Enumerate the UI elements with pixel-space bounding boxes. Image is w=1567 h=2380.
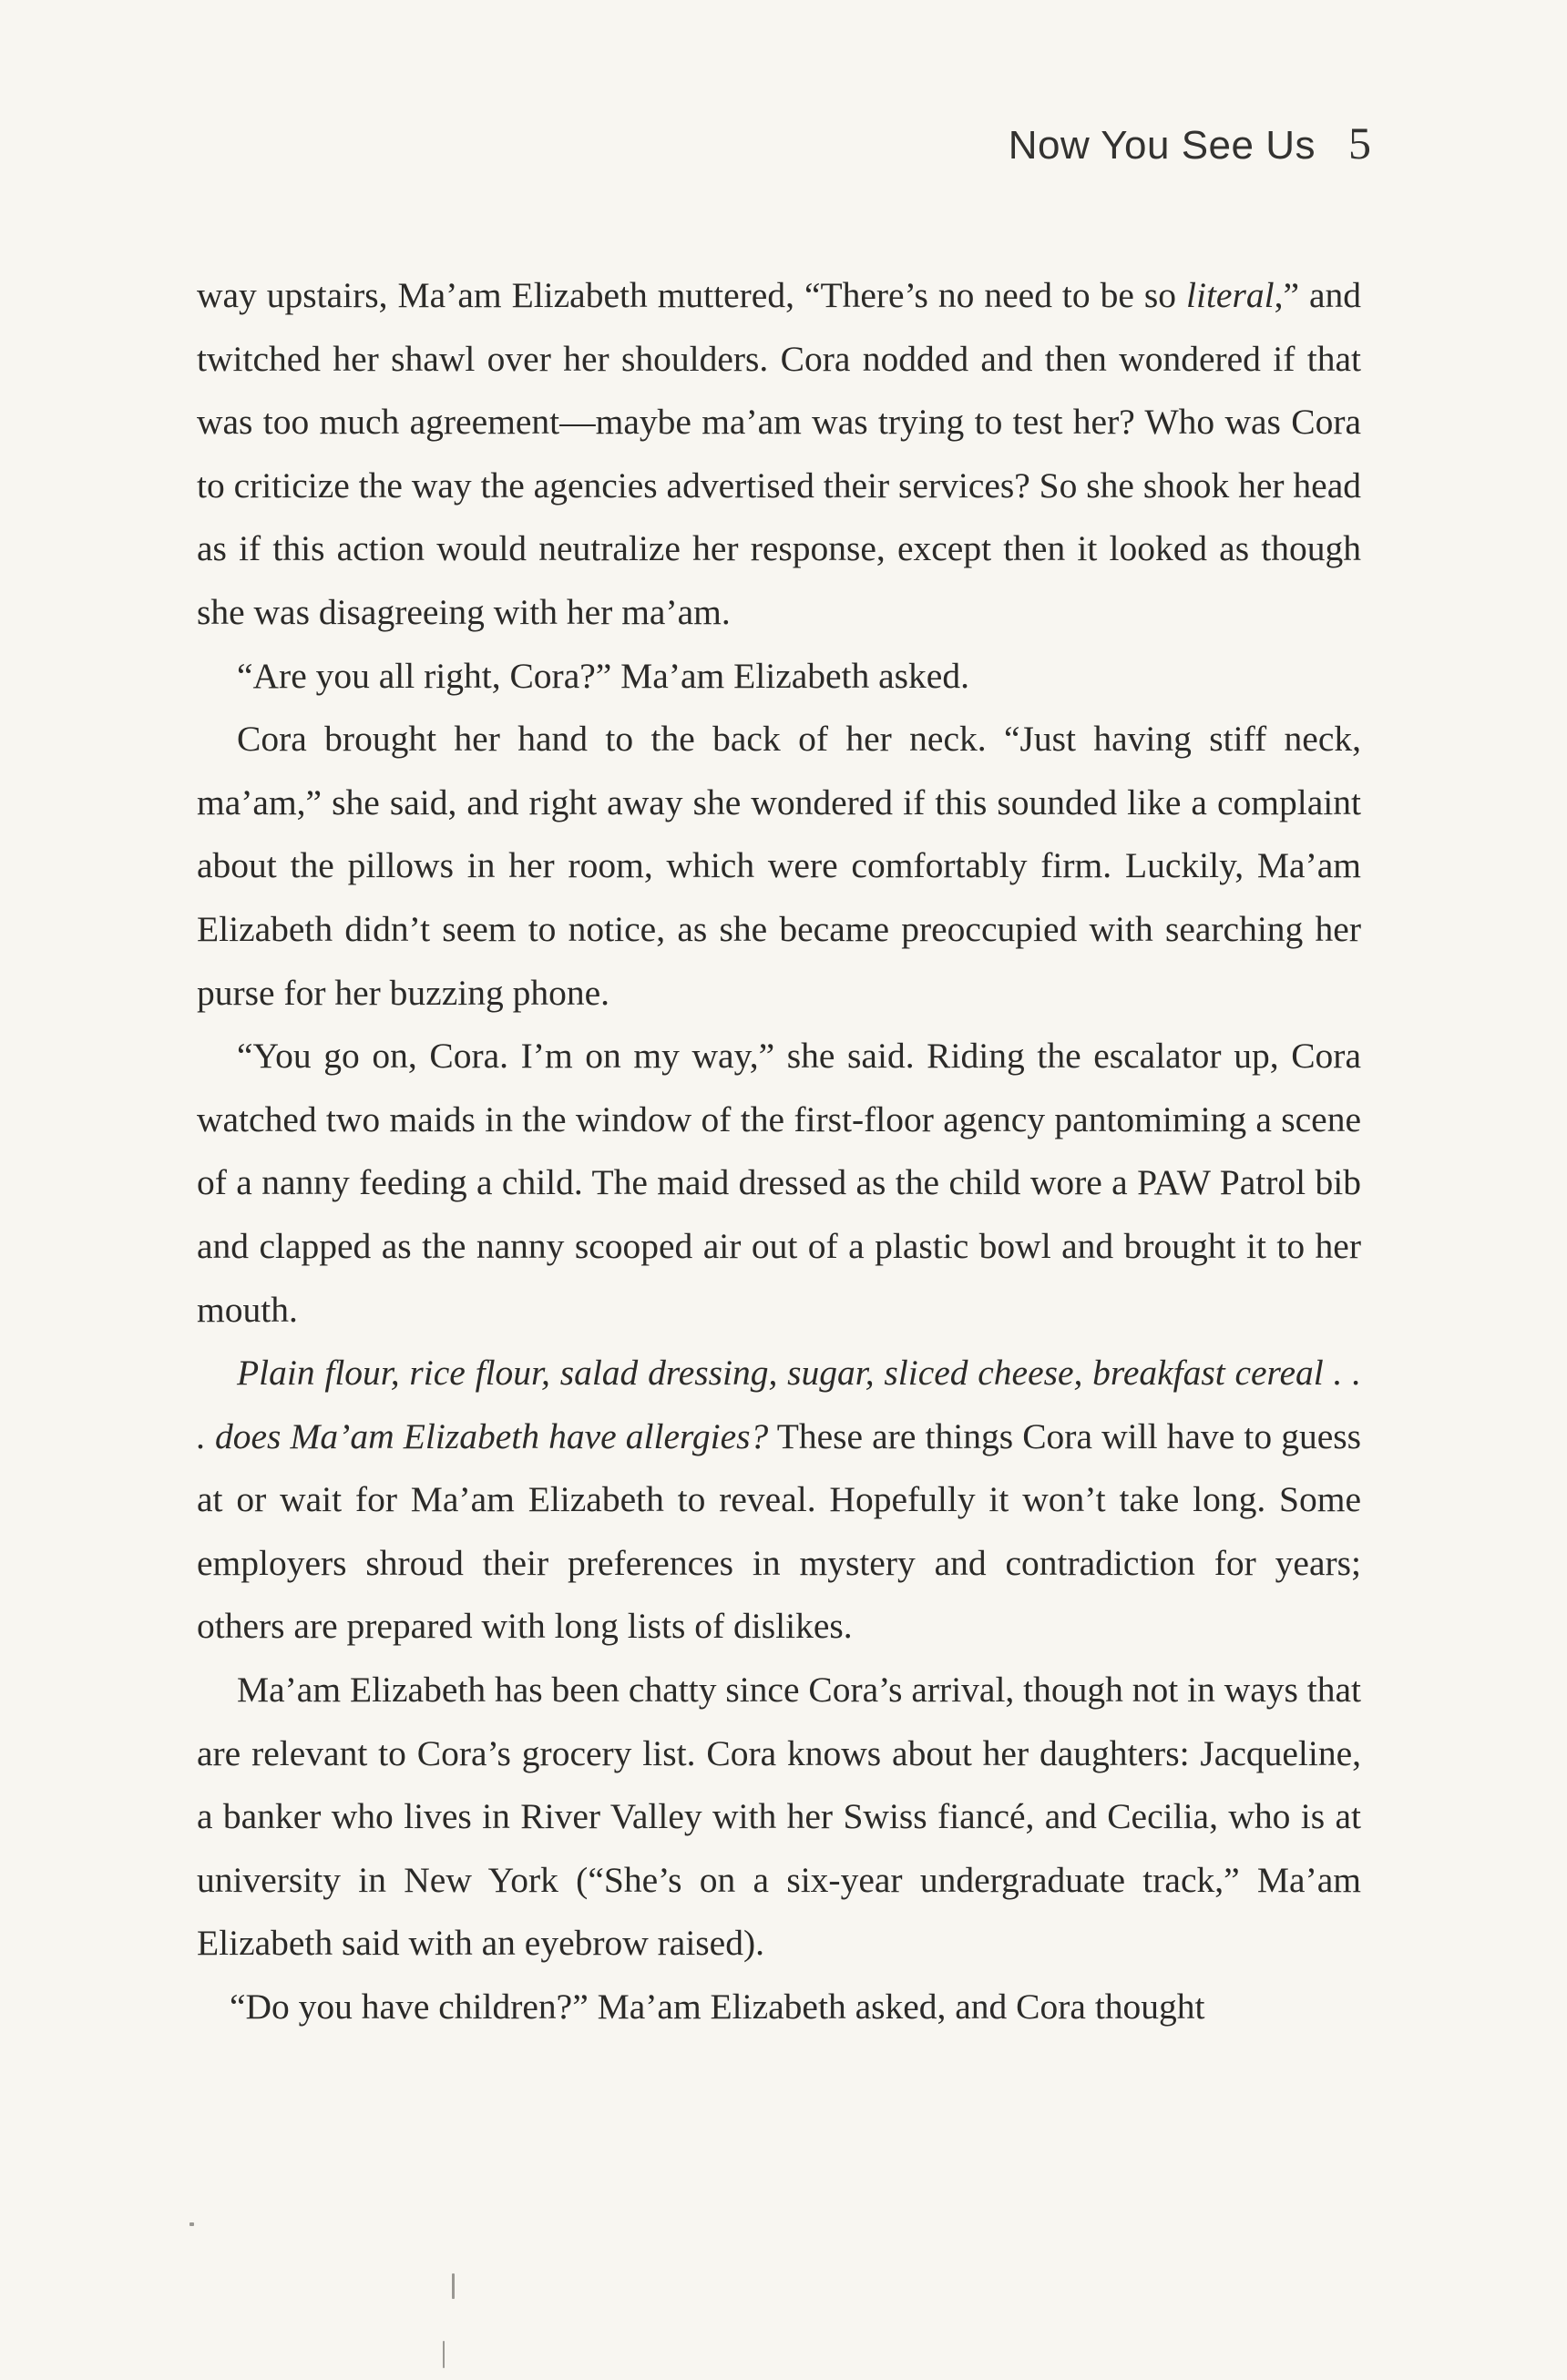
paragraph: way upstairs, Ma’am Elizabeth muttered, “There’s no need to be so literal,” and twitched her shawl over her shoulders. Cora nodded and then wondered if that was too much agreement—maybe ma’am was trying to test her? Who was Cora to criticize the way the agencies advertised their services? So she shook her head as if this action would neutralize her response, except then it looked as though she was disagreeing with her ma’am. <box>197 275 1361 632</box>
running-title: Now You See Us <box>1008 123 1316 168</box>
paragraph: Plain flour, rice flour, salad dressing, sugar, sliced cheese, breakfast cereal . . . does Ma’am Elizabeth have allergies? These are things Cora will have to guess at or wait for Ma’am Elizabeth to reveal. Hopefully it won’t take long. Some employers shroud their preferences in mystery and contradiction for years; others are prepared with long lists of dislikes. <box>197 1353 1361 1647</box>
scan-speck <box>189 2222 194 2226</box>
page-number: 5 <box>1348 117 1371 169</box>
paragraph: “You go on, Cora. I’m on my way,” she said. Riding the escalator up, Cora watched two maids in the window of the first-floor agency pantomiming a scene of a nanny feeding a child. The maid dressed as the child wore a PAW Patrol bib and clapped as the nanny scooped air out of a plastic bowl and brought it to her mouth. <box>197 1036 1361 1330</box>
scan-speck <box>443 2341 445 2368</box>
paragraph: Cora brought her hand to the back of her neck. “Just having stiff neck, ma’am,” she said, and right away she wondered if this sounded like a complaint about the pillows in her room, which were comfortably firm. Luckily, Ma’am Elizabeth didn’t seem to notice, as she became preoccupied with searching her purse for her buzzing phone. <box>197 719 1361 1013</box>
scan-speck <box>452 2273 455 2299</box>
paragraph: Ma’am Elizabeth has been chatty since Cora’s arrival, though not in ways that are relevant to Cora’s grocery list. Cora knows about her daughters: Jacqueline, a banker who lives in River Valley with her Swiss fiancé, and Cecilia, who is at university in New York (“She’s on a six-year undergraduate track,” Ma’am Elizabeth said with an eyebrow raised). <box>197 1670 1362 1964</box>
paragraph: “Are you all right, Cora?” Ma’am Elizabeth asked. <box>237 655 969 696</box>
running-head <box>1009 117 1371 169</box>
body-text <box>197 264 1361 2039</box>
paragraph: “Do you have children?” Ma’am Elizabeth asked, and Cora thought <box>230 1987 1205 2028</box>
